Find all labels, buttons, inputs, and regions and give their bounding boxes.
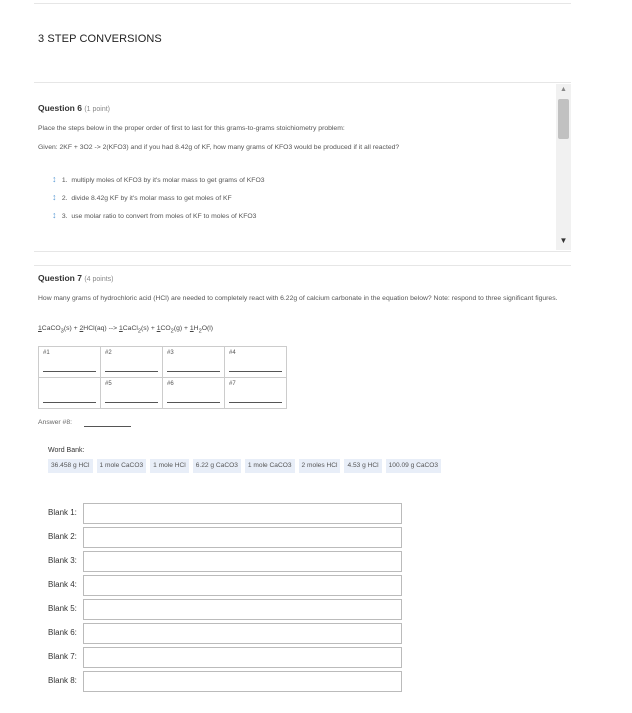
ordering-item-number: 1. xyxy=(61,177,68,184)
blank-3-label: Blank 3: xyxy=(48,556,77,565)
word-bank-chip[interactable]: 6.22 g CaCO3 xyxy=(193,459,241,473)
blank-5-label: Blank 5: xyxy=(48,604,77,613)
ordering-item-2[interactable] xyxy=(52,191,232,203)
question-6-title: Question 6 xyxy=(38,103,82,113)
ordering-item-text: use molar ratio to convert from moles of KF to moles of KFO3 xyxy=(71,213,257,220)
answer-8-line[interactable] xyxy=(84,426,131,427)
ordering-item-1[interactable] xyxy=(52,173,265,185)
drag-handle-icon[interactable]: ↕ xyxy=(52,210,57,220)
blank-8-input[interactable] xyxy=(83,671,402,692)
ordering-item-text: divide 8.42g KF by it's molar mass to get moles of KF xyxy=(71,195,232,202)
question-7-title: Question 7 xyxy=(38,273,82,283)
grid-cell-3[interactable]: #3 xyxy=(163,347,225,378)
top-divider xyxy=(34,3,571,4)
question-6-instruction: Place the steps below in the proper order of first to last for this grams-to-grams stoichiometry problem: xyxy=(38,125,345,132)
blank-7-label: Blank 7: xyxy=(48,652,77,661)
blank-6-label: Blank 6: xyxy=(48,628,77,637)
grid-cell-2[interactable]: #2 xyxy=(101,347,163,378)
question-7-prompt: How many grams of hydrochloric acid (HCl) are needed to completely react with 6.22g of calcium carbonate in the equation below? Note: respond to three significant figures. xyxy=(38,295,558,302)
ordering-item-number: 3. xyxy=(61,213,68,220)
blank-1-label: Blank 1: xyxy=(48,508,77,517)
word-bank-chip[interactable]: 1 mole HCl xyxy=(150,459,189,473)
grid-cell-4[interactable]: #4 xyxy=(225,347,287,378)
scroll-up-icon[interactable]: ▲ xyxy=(560,86,567,93)
question-6-heading xyxy=(38,103,110,113)
question-6-panel xyxy=(34,82,571,252)
blank-1-input[interactable] xyxy=(83,503,402,524)
grid-cell-5[interactable]: #5 xyxy=(101,378,163,409)
blank-2-input[interactable] xyxy=(83,527,402,548)
blank-8-label: Blank 8: xyxy=(48,676,77,685)
ordering-item-text: multiply moles of KFO3 by it's molar mass to get grams of KFO3 xyxy=(71,177,265,184)
drag-handle-icon[interactable]: ↕ xyxy=(52,192,57,202)
blank-4-label: Blank 4: xyxy=(48,580,77,589)
ordering-item-3[interactable] xyxy=(52,209,256,221)
grid-cell-empty xyxy=(39,378,101,409)
blank-4-input[interactable] xyxy=(83,575,402,596)
word-bank-chip[interactable]: 4.53 g HCl xyxy=(344,459,381,473)
question-7-points: (4 points) xyxy=(84,276,114,283)
word-bank-chip[interactable]: 2 moles HCl xyxy=(299,459,341,473)
blank-6-input[interactable] xyxy=(83,623,402,644)
blank-7-input[interactable] xyxy=(83,647,402,668)
blank-3-input[interactable] xyxy=(83,551,402,572)
ordering-item-number: 2. xyxy=(61,195,68,202)
grid-cell-6[interactable]: #6 xyxy=(163,378,225,409)
blank-5-input[interactable] xyxy=(83,599,402,620)
question-6-given: Given: 2KF + 3O2 -> 2(KFO3) and if you had 8.42g of KF, how many grams of KFO3 would be produced if it all reacted? xyxy=(38,144,400,151)
answer-8-label: Answer #8: xyxy=(38,419,73,426)
scroll-down-icon[interactable]: ▼ xyxy=(559,236,568,245)
chemical-equation: 1CaCO$_3$(s) + 2HCl(aq) --> 1CaCl$_2$(s) + $1CO_2(g) + 1H_2O(l)$ xyxy=(38,325,214,335)
word-bank-label: Word Bank: xyxy=(48,447,85,454)
page-title: 3 STEP CONVERSIONS xyxy=(38,33,162,45)
word-bank-chip[interactable]: 100.09 g CaCO3 xyxy=(386,459,442,473)
conversion-grid xyxy=(38,346,287,409)
grid-cell-7[interactable]: #7 xyxy=(225,378,287,409)
grid-cell-1[interactable]: #1 xyxy=(39,347,101,378)
drag-handle-icon[interactable]: ↕ xyxy=(52,174,57,184)
scroll-thumb[interactable] xyxy=(558,99,569,139)
blank-2-label: Blank 2: xyxy=(48,532,77,541)
question-6-points: (1 point) xyxy=(84,106,110,113)
word-bank-chip[interactable]: 36.458 g HCl xyxy=(48,459,93,473)
word-bank xyxy=(48,459,441,473)
question-7-heading xyxy=(38,273,114,283)
word-bank-chip[interactable]: 1 mole CaCO3 xyxy=(97,459,147,473)
question-6-scrollbar[interactable] xyxy=(556,84,571,250)
word-bank-chip[interactable]: 1 mole CaCO3 xyxy=(245,459,295,473)
